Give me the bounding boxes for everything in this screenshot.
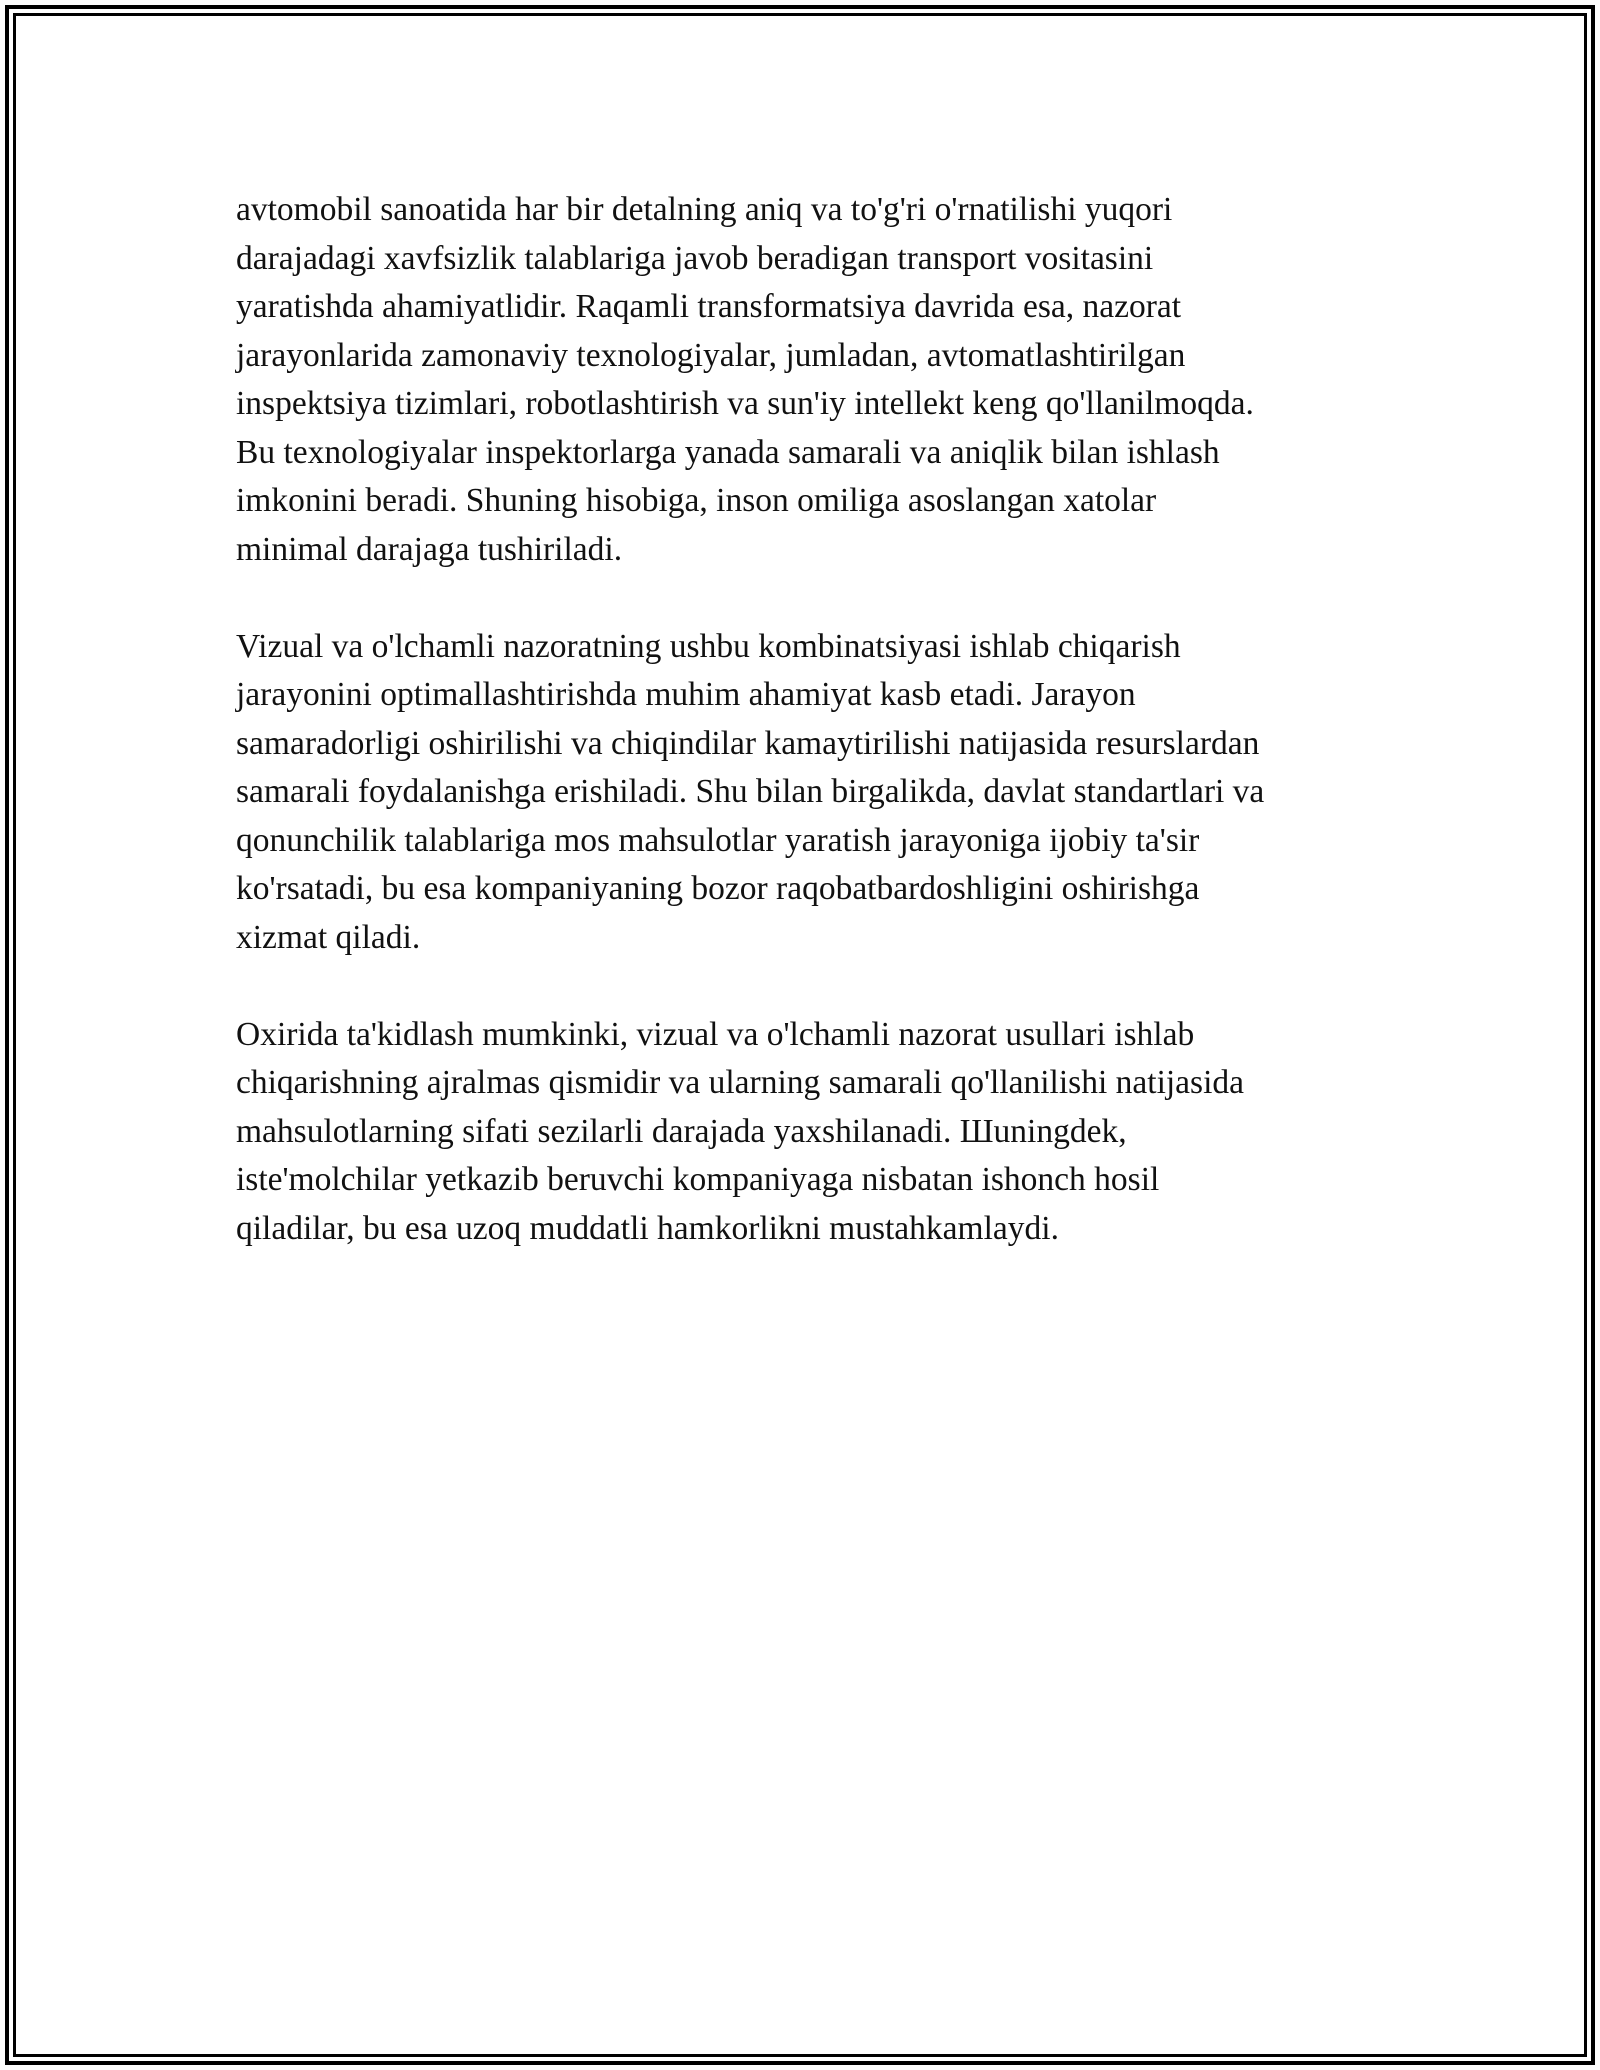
paragraph-2: Vizual va o'lchamli nazoratning ushbu kombinatsiyasi ishlab chiqarish jarayonini optimallashtirishda muhim ahamiyat kasb etadi. Jarayon samaradorligi oshirilishi va chiqindilar kamaytirilishi natijasida resurslardan samarali foydalanishga erishiladi. Shu bilan birgalikda, davlat standartlari va qonunchilik talablariga mos mahsulotlar yaratish jarayoniga ijobiy ta'sir ko'rsatadi, bu esa kompaniyaning bozor raqobatbardoshligini oshirishga xizmat qiladi. — [236, 627, 1265, 956]
paragraph-3: Oxirida ta'kidlash mumkinki, vizual va o'lchamli nazorat usullari ishlab chiqarishning ajralmas qismidir va ularning samarali qo'llanilishi natijasida mahsulotlarning sifati sezilarli darajada yaxshilanadi. Шuningdek, iste'molchilar yetkazib beruvchi kompaniyaga nisbatan ishonch hosil qiladilar, bu esa uzoq muddatli hamkorlikni mustahkamlaydi. — [236, 1015, 1245, 1247]
document-body — [236, 186, 1396, 1302]
paragraph-1: avtomobil sanoatida har bir detalning aniq va to'g'ri o'rnatilishi yuqori darajadagi xavfsizlik talablariga javob beradigan transport vositasini yaratishda ahamiyatlidir. Raqamli transformatsiya davrida esa, nazorat jarayonlarida zamonaviy texnologiyalar, jumladan, avtomatlashtirilgan inspektsiya tizimlari, robotlashtirish va sun'iy intellekt keng qo'llanilmoqda. Bu texnologiyalar inspektorlarga yanada samarali va aniqlik bilan ishlash imkonini beradi. Shuning hisobiga, inson omiliga asoslangan xatolar minimal darajaga tushiriladi. — [236, 191, 1254, 568]
